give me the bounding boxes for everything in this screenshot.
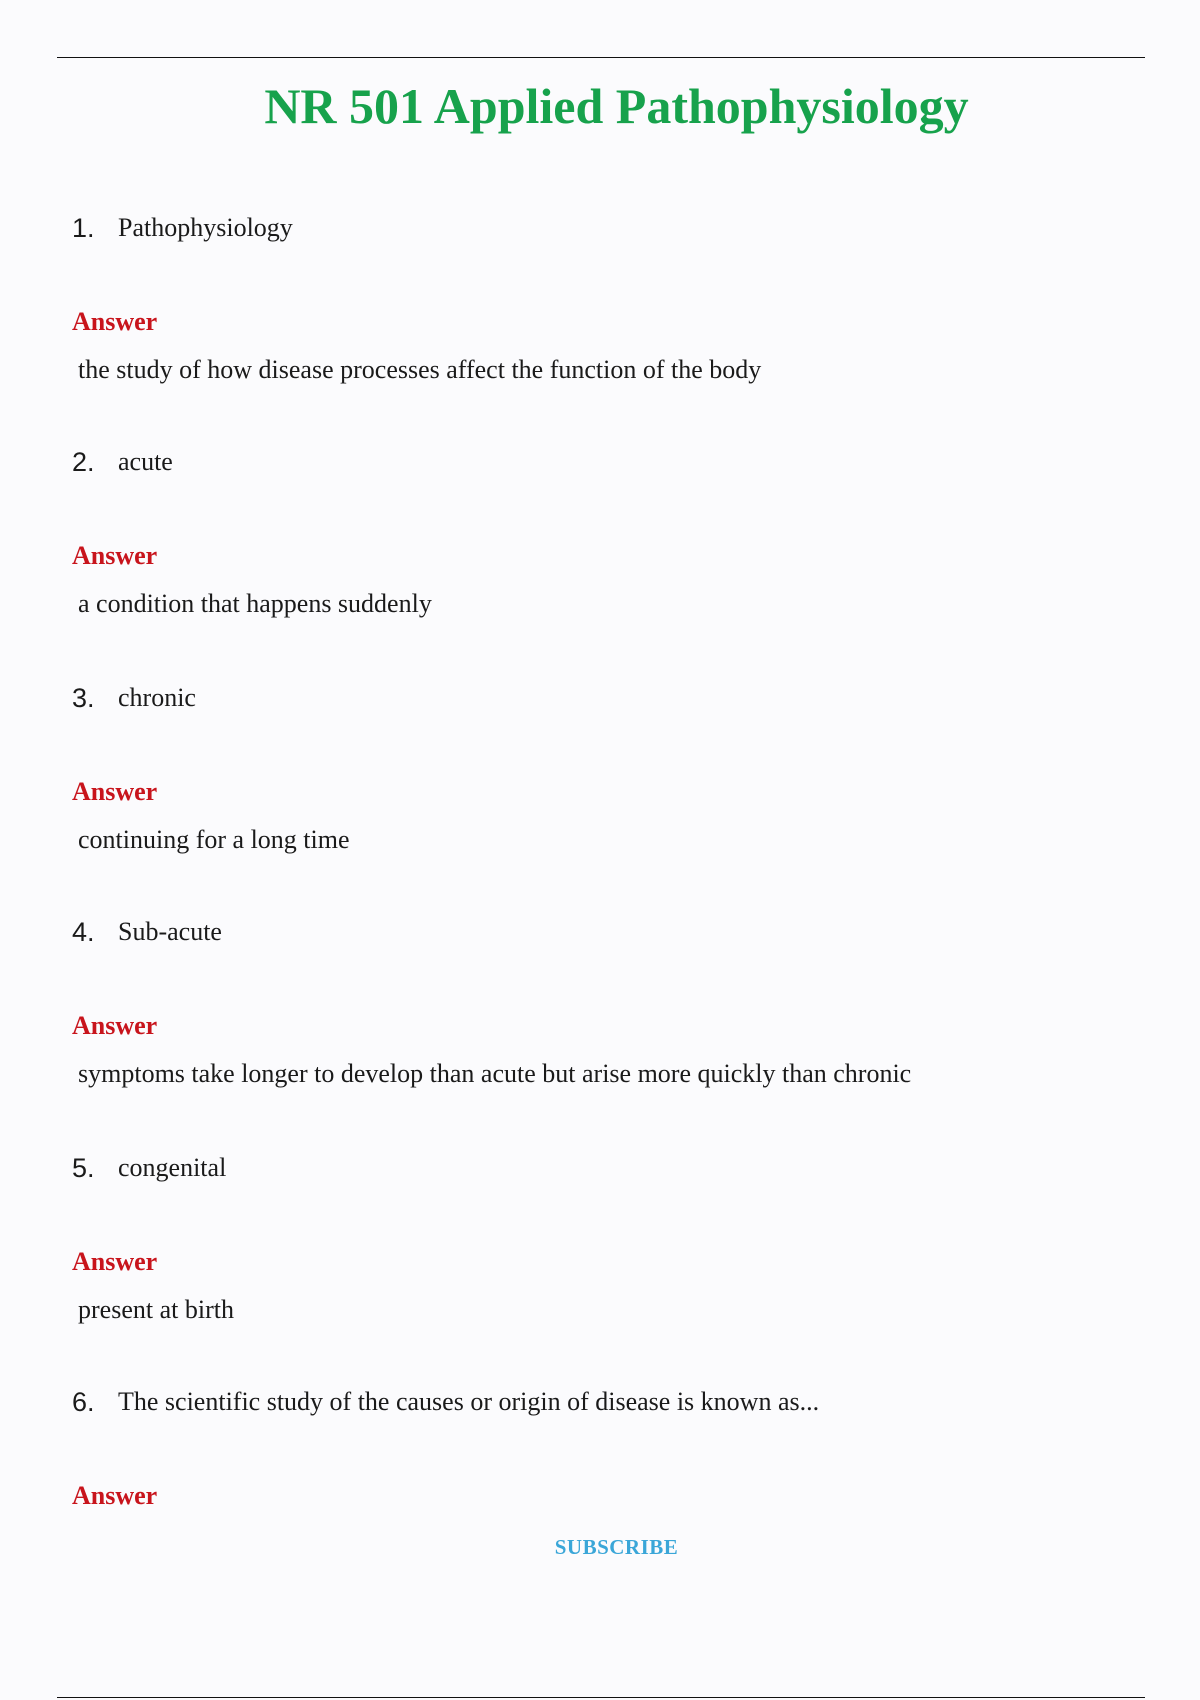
answer-label: Answer [72,307,158,336]
top-rule [57,57,1145,58]
bottom-rule [57,1697,1145,1698]
question-text: congenital [118,1153,227,1182]
answer-label: Answer [72,1481,158,1510]
answer-text: a condition that happens suddenly [78,589,432,618]
question-number: 4. [72,917,95,947]
answer-label: Answer [72,1011,158,1040]
answer-text: present at birth [78,1295,234,1324]
document-title: NR 501 Applied Pathophysiology [264,78,969,134]
answer-label: Answer [72,777,158,806]
subscribe-link[interactable]: SUBSCRIBE [554,1535,679,1559]
question-row [72,1148,226,1188]
question-number: 3. [72,683,95,713]
answer-label: Answer [72,1247,158,1276]
question-number: 1. [72,213,95,243]
question-row [72,678,196,718]
question-number: 2. [72,447,95,477]
answer-text: the study of how disease processes affect the function of the body [78,355,762,384]
question-text: Sub-acute [118,917,222,946]
question-number: 5. [72,1153,95,1183]
question-row [72,208,293,248]
answer-text: continuing for a long time [78,825,350,854]
question-text: chronic [118,683,196,712]
question-text: The scientific study of the causes or origin of disease is known as... [118,1387,820,1416]
answer-text: symptoms take longer to develop than acute but arise more quickly than chronic [78,1059,912,1088]
question-row [72,912,222,952]
question-text: Pathophysiology [118,213,293,242]
question-row [72,442,173,482]
question-number: 6. [72,1387,95,1417]
question-row [72,1382,819,1422]
question-text: acute [118,447,173,476]
answer-label: Answer [72,541,158,570]
